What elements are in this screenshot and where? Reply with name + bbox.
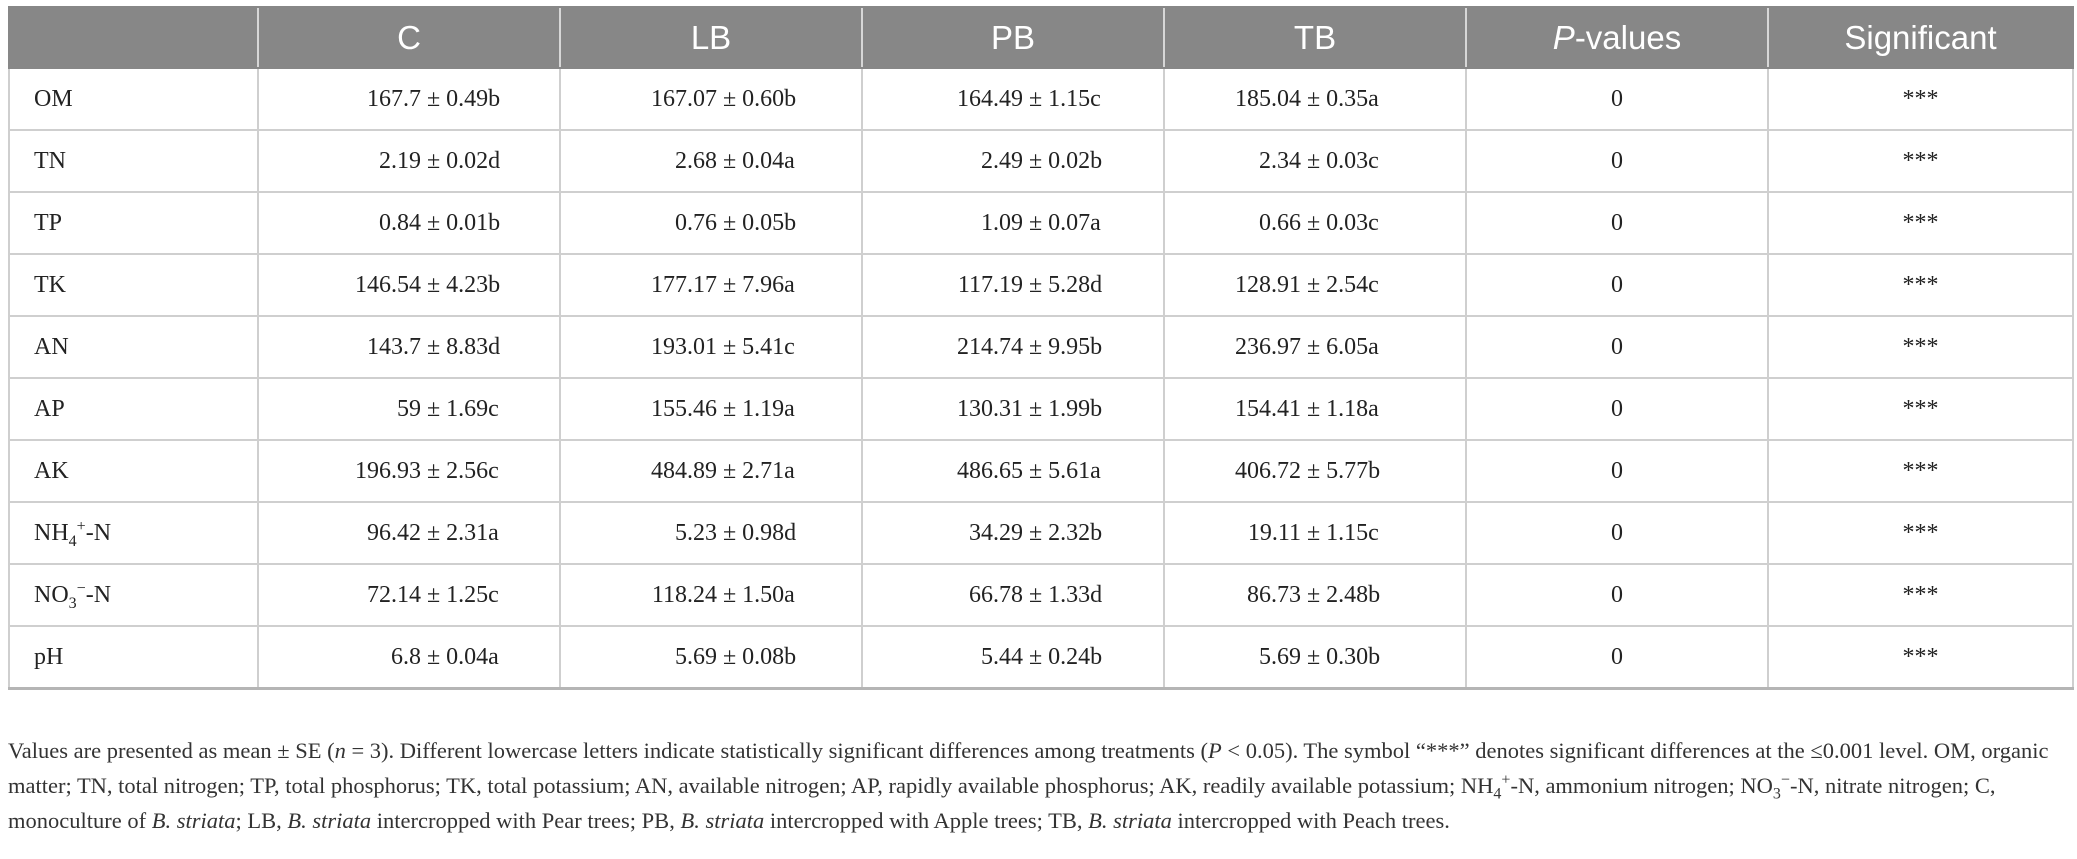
cell-significant: *** bbox=[1768, 378, 2073, 440]
cell-p-value: 0 bbox=[1466, 192, 1768, 254]
cell-c bbox=[258, 130, 560, 192]
cell-lb bbox=[560, 192, 862, 254]
cell-value: 5.44 ± 0.24b bbox=[981, 643, 1103, 670]
cell-value: 214.74 ± 9.95b bbox=[957, 333, 1103, 360]
row-label bbox=[9, 502, 258, 564]
cell-value: 167.07 ± 0.60b bbox=[651, 85, 797, 112]
row-label: TP bbox=[9, 192, 258, 254]
row-label: pH bbox=[9, 626, 258, 689]
footnote-no3-sub: 3 bbox=[1772, 785, 1781, 803]
footnote-no3: NO bbox=[1740, 773, 1773, 798]
cell-tb bbox=[1164, 68, 1466, 130]
cell-lb bbox=[560, 626, 862, 689]
cell-lb bbox=[560, 130, 862, 192]
footnote-part: intercropped with Apple trees; TB, bbox=[764, 808, 1089, 833]
cell-value: 155.46 ± 1.19a bbox=[651, 395, 795, 422]
cell-value: 484.89 ± 2.71a bbox=[651, 457, 795, 484]
footnote-part: -N, nitrate nitrogen; C, monoculture of bbox=[8, 773, 1996, 833]
cell-c bbox=[258, 564, 560, 626]
header-p-values bbox=[1466, 7, 1768, 68]
row-label: AP bbox=[9, 378, 258, 440]
row-label: AN bbox=[9, 316, 258, 378]
footnote-species: B. striata bbox=[1088, 808, 1172, 833]
footnote-text bbox=[8, 733, 2072, 838]
header-blank bbox=[9, 7, 258, 68]
cell-pb bbox=[862, 254, 1164, 316]
cell-value: 177.17 ± 7.96a bbox=[651, 271, 795, 298]
footnote-no3-sup: − bbox=[1780, 771, 1790, 789]
footnote-part: < 0.05). The symbol “***” denotes significant differences at the ≤0.001 level. OM, organic matter; TN, total nitrogen; TP, total phosphorus; TK, total potassium; AN, available nitrogen; AP, rapidly available phosphorus; AK, readily available potassium; bbox=[8, 738, 2049, 798]
cell-c bbox=[258, 192, 560, 254]
cell-pb bbox=[862, 378, 1164, 440]
cell-value: 2.68 ± 0.04a bbox=[675, 147, 795, 174]
cell-pb bbox=[862, 68, 1164, 130]
header-p-italic: P bbox=[1552, 18, 1575, 56]
cell-value: 34.29 ± 2.32b bbox=[969, 519, 1103, 546]
table-row bbox=[9, 626, 2073, 689]
cell-significant: *** bbox=[1768, 254, 2073, 316]
footnote-part: ; LB, bbox=[235, 808, 288, 833]
cell-tb bbox=[1164, 626, 1466, 689]
cell-value: 0.84 ± 0.01b bbox=[379, 209, 501, 236]
cell-tb bbox=[1164, 192, 1466, 254]
cell-pb bbox=[862, 316, 1164, 378]
cell-p-value: 0 bbox=[1466, 68, 1768, 130]
footnote-part: Values are presented as mean ± SE ( bbox=[8, 738, 335, 763]
cell-pb bbox=[862, 192, 1164, 254]
cell-value: 193.01 ± 5.41c bbox=[651, 333, 795, 360]
cell-value: 6.8 ± 0.04a bbox=[391, 643, 499, 670]
cell-value: 19.11 ± 1.15c bbox=[1247, 519, 1379, 546]
header-c: C bbox=[258, 7, 560, 68]
cell-value: 5.23 ± 0.98d bbox=[675, 519, 797, 546]
cell-value: 66.78 ± 1.33d bbox=[969, 581, 1103, 608]
cell-value: 1.09 ± 0.07a bbox=[981, 209, 1101, 236]
table-row bbox=[9, 68, 2073, 130]
header-pb: PB bbox=[862, 7, 1164, 68]
cell-p-value: 0 bbox=[1466, 254, 1768, 316]
cell-significant: *** bbox=[1768, 130, 2073, 192]
row-label-part: − bbox=[76, 579, 86, 597]
cell-value: 118.24 ± 1.50a bbox=[651, 581, 795, 608]
cell-lb bbox=[560, 378, 862, 440]
cell-value: 154.41 ± 1.18a bbox=[1235, 395, 1379, 422]
cell-value: 5.69 ± 0.30b bbox=[1259, 643, 1381, 670]
row-label-part: -N bbox=[85, 581, 112, 608]
data-table bbox=[8, 6, 2074, 690]
cell-p-value: 0 bbox=[1466, 626, 1768, 689]
cell-value: 0.76 ± 0.05b bbox=[675, 209, 797, 236]
cell-c bbox=[258, 254, 560, 316]
footnote-part: intercropped with Peach trees. bbox=[1171, 808, 1450, 833]
footnote-species: B. striata bbox=[151, 808, 236, 833]
cell-value: 96.42 ± 2.31a bbox=[367, 519, 499, 546]
cell-tb bbox=[1164, 440, 1466, 502]
cell-value: 185.04 ± 0.35a bbox=[1235, 85, 1379, 112]
table-header-row bbox=[9, 7, 2073, 68]
cell-tb bbox=[1164, 316, 1466, 378]
row-label-part: 4 bbox=[68, 532, 77, 550]
cell-lb bbox=[560, 254, 862, 316]
cell-c bbox=[258, 378, 560, 440]
cell-tb bbox=[1164, 378, 1466, 440]
table-row bbox=[9, 440, 2073, 502]
row-label-part: -N bbox=[85, 519, 112, 546]
footnote-species: B. striata bbox=[680, 808, 765, 833]
row-label bbox=[9, 564, 258, 626]
table-row bbox=[9, 502, 2073, 564]
cell-value: 128.91 ± 2.54c bbox=[1235, 271, 1379, 298]
cell-lb bbox=[560, 440, 862, 502]
row-label-part: + bbox=[76, 517, 86, 535]
footnote-species: B. striata bbox=[287, 808, 372, 833]
cell-value: 5.69 ± 0.08b bbox=[675, 643, 797, 670]
footnote-n: n bbox=[334, 738, 346, 763]
cell-significant: *** bbox=[1768, 316, 2073, 378]
table-row bbox=[9, 378, 2073, 440]
cell-lb bbox=[560, 316, 862, 378]
row-label-part: 3 bbox=[68, 594, 77, 612]
cell-value: 2.34 ± 0.03c bbox=[1259, 147, 1379, 174]
cell-value: 146.54 ± 4.23b bbox=[355, 271, 501, 298]
row-label: AK bbox=[9, 440, 258, 502]
cell-significant: *** bbox=[1768, 502, 2073, 564]
header-tb: TB bbox=[1164, 7, 1466, 68]
cell-value: 236.97 ± 6.05a bbox=[1235, 333, 1379, 360]
cell-value: 196.93 ± 2.56c bbox=[355, 457, 499, 484]
cell-value: 59 ± 1.69c bbox=[397, 395, 499, 422]
cell-value: 86.73 ± 2.48b bbox=[1247, 581, 1381, 608]
header-p-suffix: -values bbox=[1574, 18, 1682, 56]
cell-lb bbox=[560, 502, 862, 564]
cell-p-value: 0 bbox=[1466, 502, 1768, 564]
cell-value: 167.7 ± 0.49b bbox=[367, 85, 501, 112]
header-lb: LB bbox=[560, 7, 862, 68]
table-row bbox=[9, 130, 2073, 192]
cell-pb bbox=[862, 440, 1164, 502]
footnote-nh4-sub: 4 bbox=[1493, 785, 1502, 803]
cell-lb bbox=[560, 564, 862, 626]
footnote-part: = 3). Different lowercase letters indicate statistically significant differences among treatments ( bbox=[345, 738, 1209, 763]
cell-c bbox=[258, 502, 560, 564]
cell-p-value: 0 bbox=[1466, 440, 1768, 502]
cell-tb bbox=[1164, 254, 1466, 316]
footnote-nh4-sup: + bbox=[1501, 771, 1511, 789]
cell-c bbox=[258, 316, 560, 378]
cell-value: 2.19 ± 0.02d bbox=[379, 147, 501, 174]
cell-p-value: 0 bbox=[1466, 378, 1768, 440]
header-significant: Significant bbox=[1768, 7, 2073, 68]
footnote-part: intercropped with Pear trees; PB, bbox=[371, 808, 681, 833]
cell-p-value: 0 bbox=[1466, 564, 1768, 626]
table-footnote bbox=[8, 733, 2072, 838]
table-row bbox=[9, 316, 2073, 378]
cell-p-value: 0 bbox=[1466, 316, 1768, 378]
cell-c bbox=[258, 68, 560, 130]
table-row bbox=[9, 192, 2073, 254]
row-label: TN bbox=[9, 130, 258, 192]
cell-significant: *** bbox=[1768, 68, 2073, 130]
cell-value: 406.72 ± 5.77b bbox=[1235, 457, 1381, 484]
row-label-part: NO bbox=[34, 581, 69, 608]
footnote-nh4: NH bbox=[1460, 773, 1494, 798]
cell-significant: *** bbox=[1768, 440, 2073, 502]
cell-value: 0.66 ± 0.03c bbox=[1259, 209, 1379, 236]
cell-pb bbox=[862, 564, 1164, 626]
cell-pb bbox=[862, 626, 1164, 689]
data-table-container bbox=[8, 6, 2072, 690]
table-body bbox=[9, 68, 2073, 689]
cell-value: 72.14 ± 1.25c bbox=[367, 581, 499, 608]
cell-p-value: 0 bbox=[1466, 130, 1768, 192]
cell-value: 2.49 ± 0.02b bbox=[981, 147, 1103, 174]
cell-value: 117.19 ± 5.28d bbox=[957, 271, 1103, 298]
cell-value: 164.49 ± 1.15c bbox=[957, 85, 1101, 112]
row-label: TK bbox=[9, 254, 258, 316]
cell-value: 486.65 ± 5.61a bbox=[957, 457, 1101, 484]
cell-tb bbox=[1164, 502, 1466, 564]
cell-value: 130.31 ± 1.99b bbox=[957, 395, 1103, 422]
row-label: OM bbox=[9, 68, 258, 130]
cell-significant: *** bbox=[1768, 626, 2073, 689]
cell-tb bbox=[1164, 130, 1466, 192]
cell-pb bbox=[862, 130, 1164, 192]
cell-tb bbox=[1164, 564, 1466, 626]
row-label-part: NH bbox=[34, 519, 69, 546]
cell-c bbox=[258, 440, 560, 502]
footnote-part: -N, ammonium nitrogen; bbox=[1510, 773, 1741, 798]
cell-value: 143.7 ± 8.83d bbox=[367, 333, 501, 360]
footnote-p: P bbox=[1208, 738, 1222, 763]
table-row bbox=[9, 254, 2073, 316]
cell-significant: *** bbox=[1768, 564, 2073, 626]
cell-c bbox=[258, 626, 560, 689]
cell-pb bbox=[862, 502, 1164, 564]
cell-significant: *** bbox=[1768, 192, 2073, 254]
table-row bbox=[9, 564, 2073, 626]
cell-lb bbox=[560, 68, 862, 130]
